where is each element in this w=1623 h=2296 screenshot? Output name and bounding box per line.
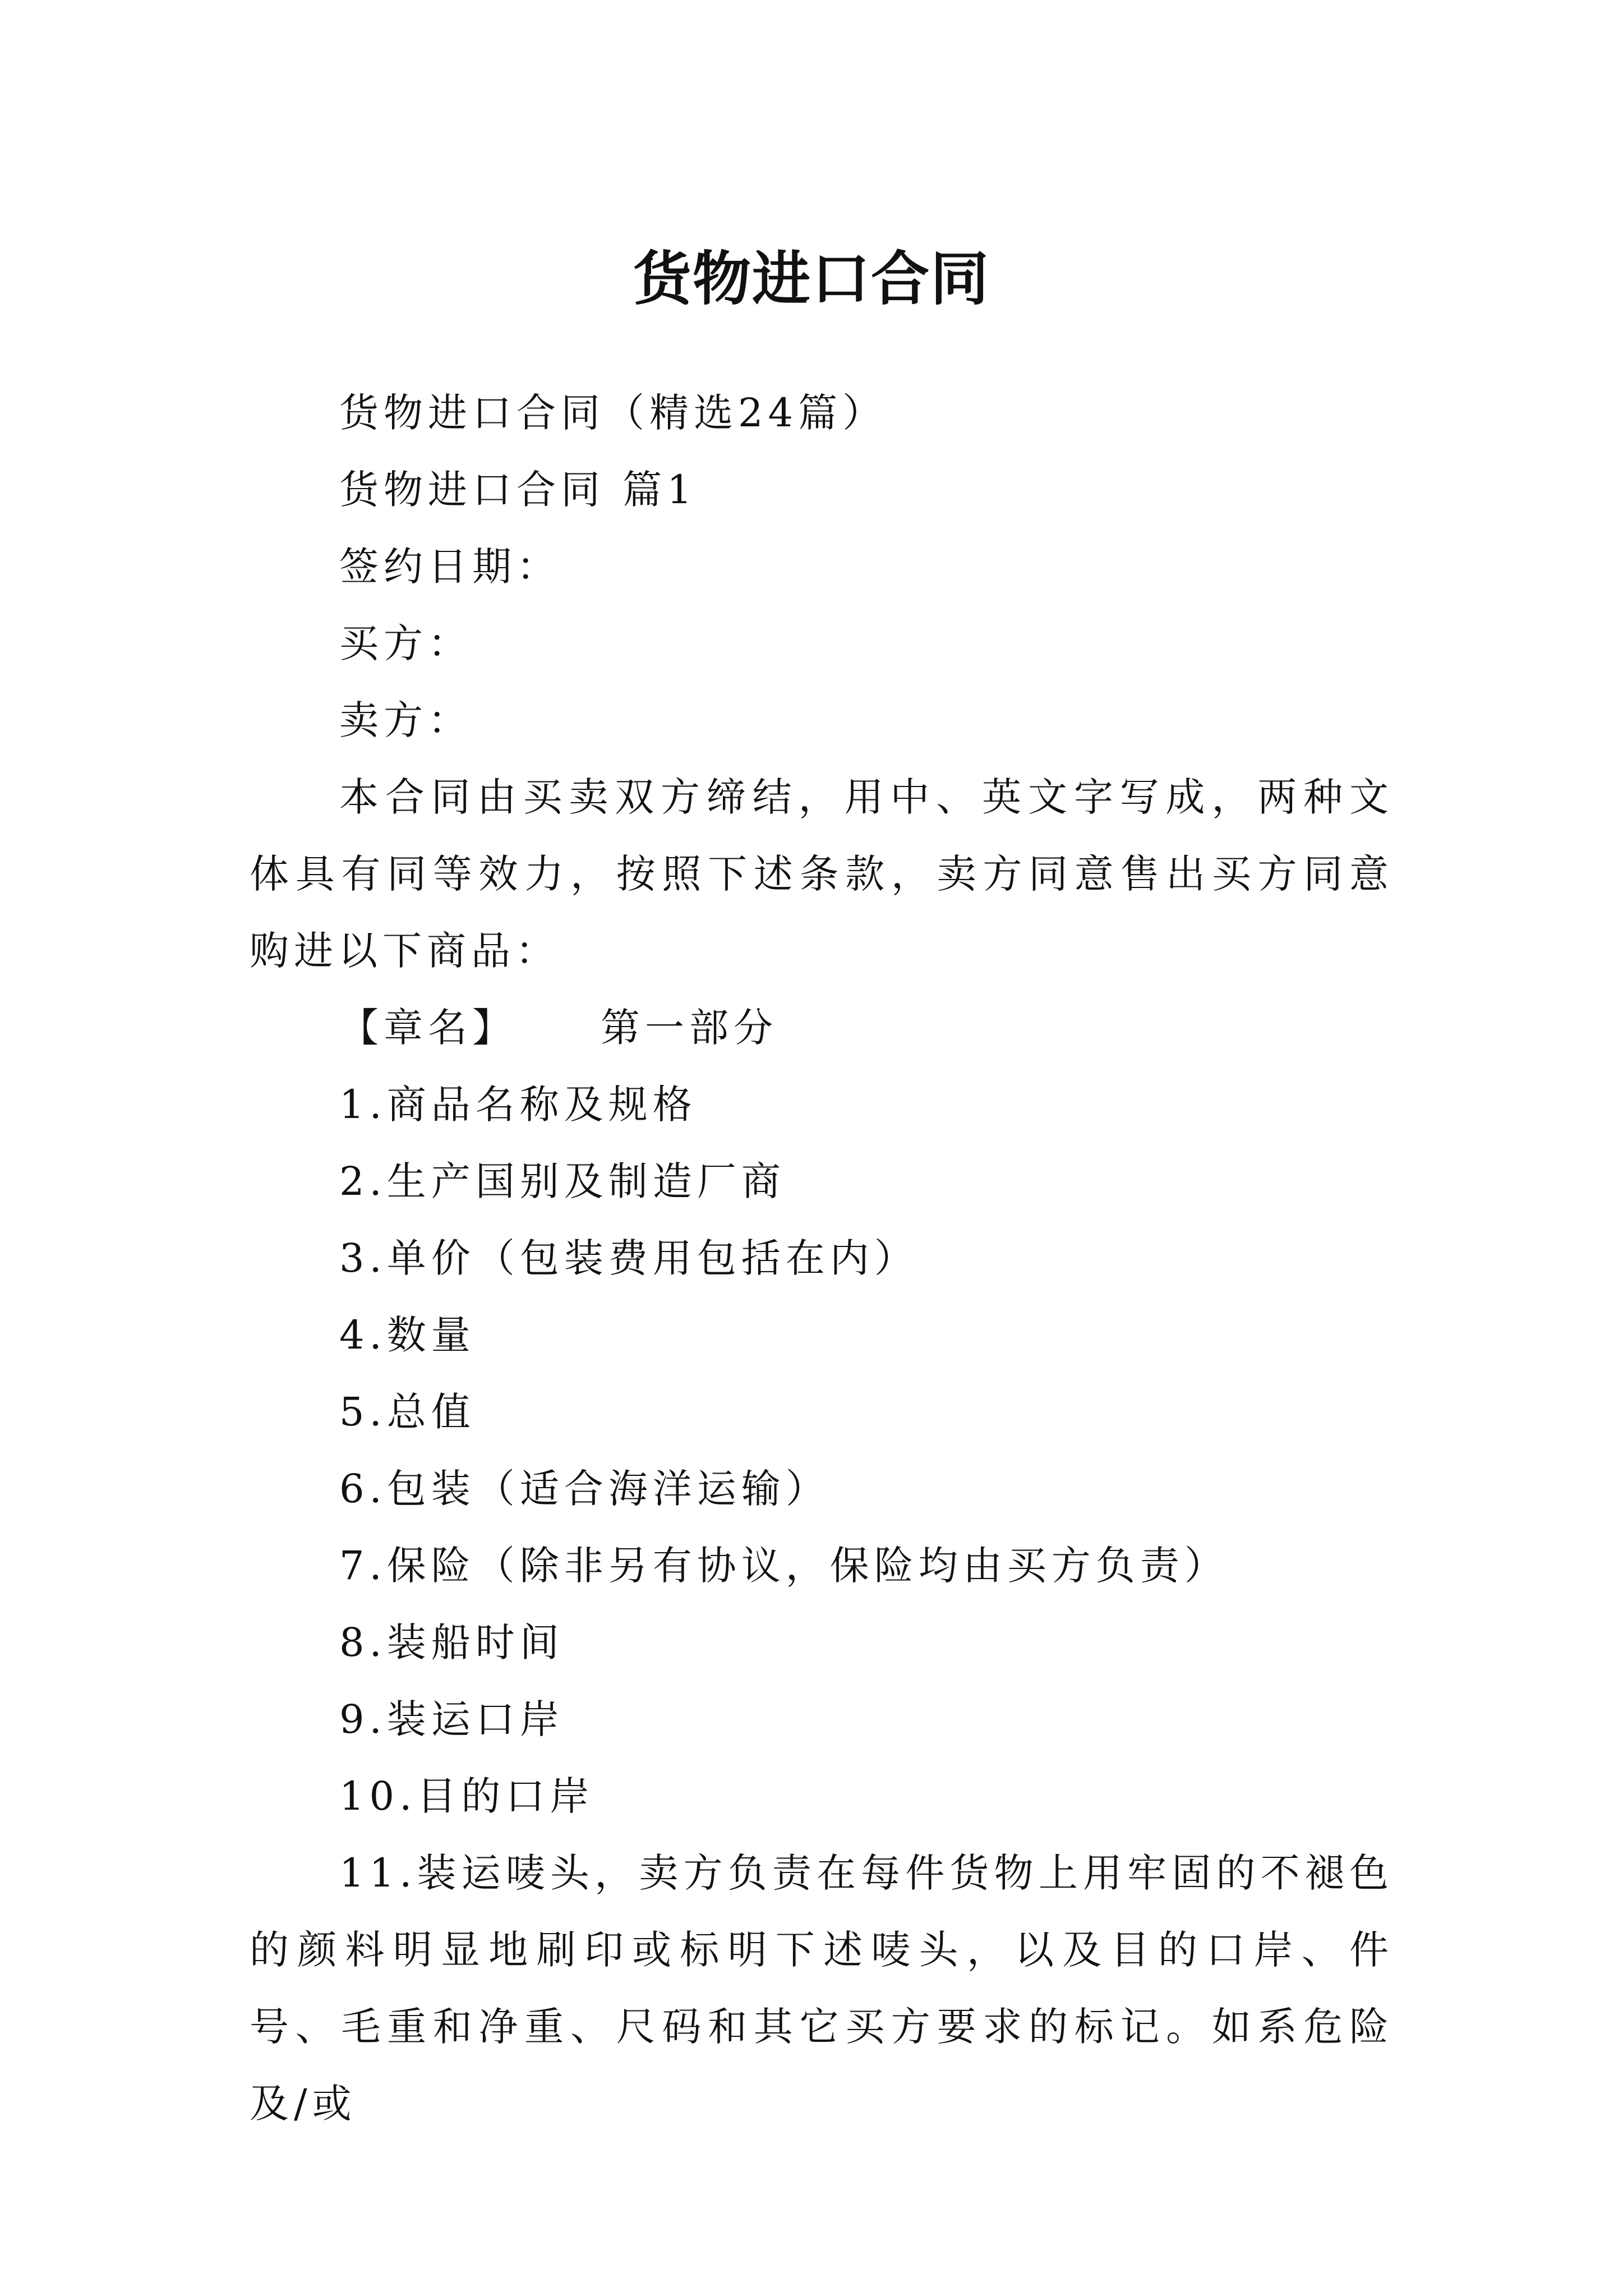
paragraph-seller: 卖方： xyxy=(339,697,472,743)
paragraph-section-heading: 货物进口合同 篇1 xyxy=(339,467,697,513)
paragraph-buyer: 买方： xyxy=(339,620,472,666)
chapter-name: 第一部分 xyxy=(601,1005,778,1051)
list-item: 6.包装（适合海洋运输） xyxy=(339,1466,830,1512)
list-item: 3.单价（包装费用包括在内） xyxy=(339,1235,919,1281)
list-item: 2.生产国别及制造厂商 xyxy=(339,1158,786,1204)
list-item: 4.数量 xyxy=(339,1312,476,1358)
list-item: 10.目的口岸 xyxy=(339,1773,594,1819)
paragraph-preamble: 本合同由买卖双方缔结，用中、英文字写成，两种文体具有同等效力，按照下述条款，卖方同意售出买方同意购进以下商品： xyxy=(250,774,1394,974)
list-item: 5.总值 xyxy=(339,1389,476,1435)
document-body xyxy=(250,375,1394,2142)
list-item: 7.保险（除非另有协议，保险均由买方负责） xyxy=(339,1543,1229,1589)
list-item: 8.装船时间 xyxy=(339,1619,564,1665)
chapter-label: 【章名】 xyxy=(339,1005,517,1051)
list-item-shipping-marks: 11.装运唛头，卖方负责在每件货物上用牢固的不褪色的颜料明显地刷印或标明下述唛头，以及目的口岸、件号、毛重和净重、尺码和其它买方要求的标记。如系危险及/或 xyxy=(250,1850,1394,2127)
list-item: 1.商品名称及规格 xyxy=(339,1082,697,1128)
paragraph-subtitle: 货物进口合同（精选24篇） xyxy=(339,390,887,436)
document-title: 货物进口合同 xyxy=(633,243,990,313)
list-item: 9.装运口岸 xyxy=(339,1696,564,1742)
paragraph-signing-date: 签约日期： xyxy=(339,544,561,590)
paragraph-chapter xyxy=(250,990,1394,1066)
